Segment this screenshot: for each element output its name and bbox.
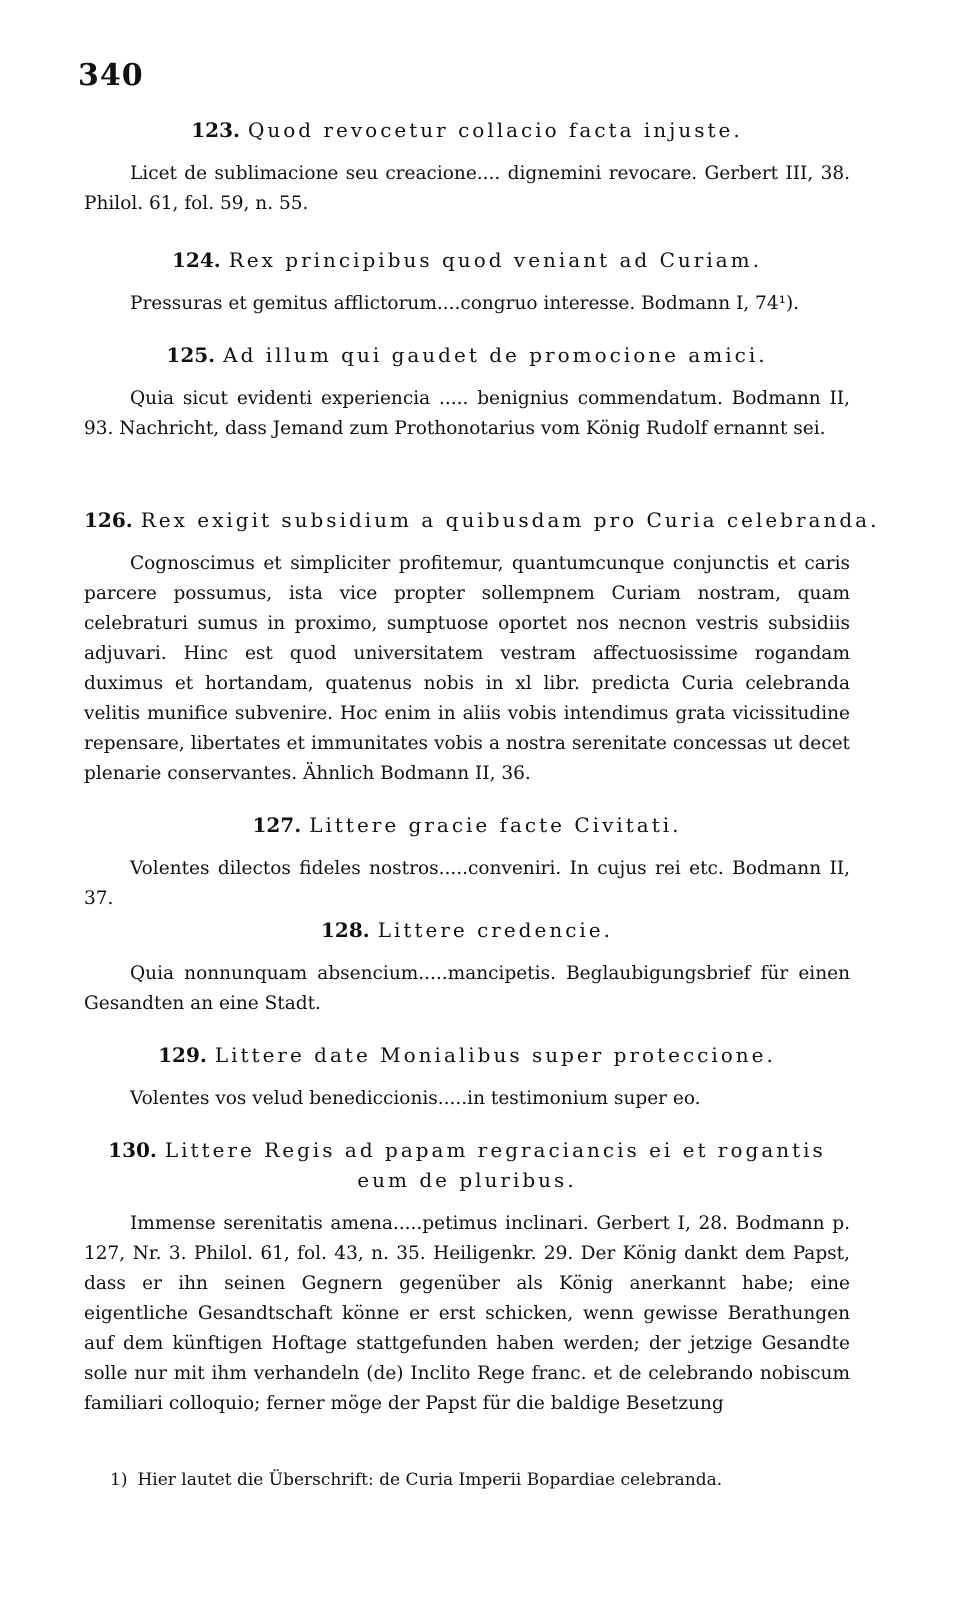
- entry-body-text: Quia nonnunquam absencium.....mancipetis. Beglaubigungsbrief für einen Gesandten an eine Stadt.: [84, 963, 850, 1014]
- entry-130: [84, 1135, 850, 1419]
- entry-body: [84, 159, 850, 219]
- entry-127: [84, 810, 850, 914]
- entry-number: 130.: [108, 1138, 157, 1162]
- entry-124: [84, 245, 850, 319]
- entry-body-text: Cognoscimus et simpliciter profitemur, quantumcunque conjunctis et caris parcere possumus, ista vice propter sollempnem Curiam nostram, quam celebraturi sumus in proximo, sumptuose oportet nos necnon vestris subsidiis adjuvari. Hinc est quod universitatem vestram affectuosissime rogandam duximus et hortandam, quatenus nobis in xl libr. predicta Curia celebranda velitis munifice subvenire. Hoc enim in aliis vobis intendimus grata vicissitudine repensare, libertates et immunitates vobis a nostra serenitate concessas ut decet plenarie conservantes. Ähnlich Bodmann II, 36.: [84, 553, 850, 784]
- entry-128: [84, 915, 850, 1019]
- entry-heading: [84, 810, 850, 840]
- entry-title: Littere date Monialibus super proteccione.: [214, 1043, 776, 1067]
- entry-126: [84, 505, 880, 789]
- entry-title: Rex exigit subsidium a quibusdam pro Curia celebranda.: [140, 508, 880, 532]
- entry-body-text: Licet de sublimacione seu creacione.... dignemini revocare. Gerbert III, 38. Philol. 61, fol. 59, n. 55.: [84, 163, 850, 214]
- entry-heading: [84, 115, 850, 145]
- entry-number: 126.: [84, 508, 133, 532]
- entry-number: 129.: [158, 1043, 207, 1067]
- entry-125: [84, 340, 850, 444]
- entry-129: [84, 1040, 850, 1114]
- entry-heading: [84, 245, 850, 275]
- entry-body: [84, 959, 850, 1019]
- entry-123: [84, 115, 850, 219]
- entry-number: 125.: [166, 343, 216, 367]
- entry-title: Rex principibus quod veniant ad Curiam.: [228, 248, 762, 272]
- entry-heading: [84, 915, 850, 945]
- entry-title: Littere gracie facte Civitati.: [309, 813, 682, 837]
- entry-body-text: Quia sicut evidenti experiencia ..... benignius commendatum. Bodmann II, 93. Nachricht, dass Jemand zum Prothonotarius vom König Rudolf ernannt sei.: [84, 388, 850, 439]
- entry-number: 127.: [252, 813, 302, 837]
- entry-number: 124.: [172, 248, 221, 272]
- footnote-marker: 1): [110, 1470, 128, 1490]
- entry-heading: [84, 340, 850, 370]
- entry-body: [84, 1209, 850, 1419]
- entry-number: 123.: [191, 118, 240, 142]
- entry-title: Quod revocetur collacio facta injuste.: [247, 118, 743, 142]
- entry-body: [84, 1084, 850, 1114]
- footnote-text: Hier lautet die Überschrift: de Curia Imperii Bopardiae celebranda.: [137, 1470, 723, 1490]
- entry-heading: [84, 1040, 850, 1070]
- entry-title: Littere Regis ad papam regraciancis ei et rogantis eum de pluribus.: [164, 1138, 826, 1192]
- entry-heading: [84, 505, 880, 535]
- entry-title: Ad illum qui gaudet de promocione amici.: [223, 343, 768, 367]
- entry-body: [84, 549, 850, 789]
- footnote: [110, 1470, 722, 1490]
- entry-body: [84, 854, 850, 914]
- entry-heading: [84, 1135, 850, 1195]
- entry-title: Littere credencie.: [377, 918, 613, 942]
- entry-body-text: Pressuras et gemitus afflictorum....congruo interesse. Bodmann I, 74¹).: [130, 293, 800, 314]
- entry-body-text: Volentes vos velud benediccionis.....in testimonium super eo.: [130, 1088, 701, 1109]
- entry-number: 128.: [321, 918, 370, 942]
- page-number: 340: [78, 58, 144, 93]
- entry-body-text: Immense serenitatis amena.....petimus inclinari. Gerbert I, 28. Bodmann p. 127, Nr. 3. Philol. 61, fol. 43, n. 35. Heiligenkr. 29. Der König dankt dem Papst, dass er ihn seinen Gegnern gegenüber als König anerkannt habe; eine eigentliche Gesandtschaft könne er erst schicken, wenn gewisse Berathungen auf dem künftigen Hoftage stattgefunden haben werden; der jetzige Gesandte solle nur mit ihm verhandeln (de) Inclito Rege franc. et de celebrando nobiscum familiari colloquio; ferner möge der Papst für die baldige Besetzung: [84, 1213, 850, 1414]
- entry-body: [84, 384, 850, 444]
- entry-body: [84, 289, 850, 319]
- entry-body-text: Volentes dilectos fideles nostros.....conveniri. In cujus rei etc. Bodmann II, 37.: [84, 858, 850, 909]
